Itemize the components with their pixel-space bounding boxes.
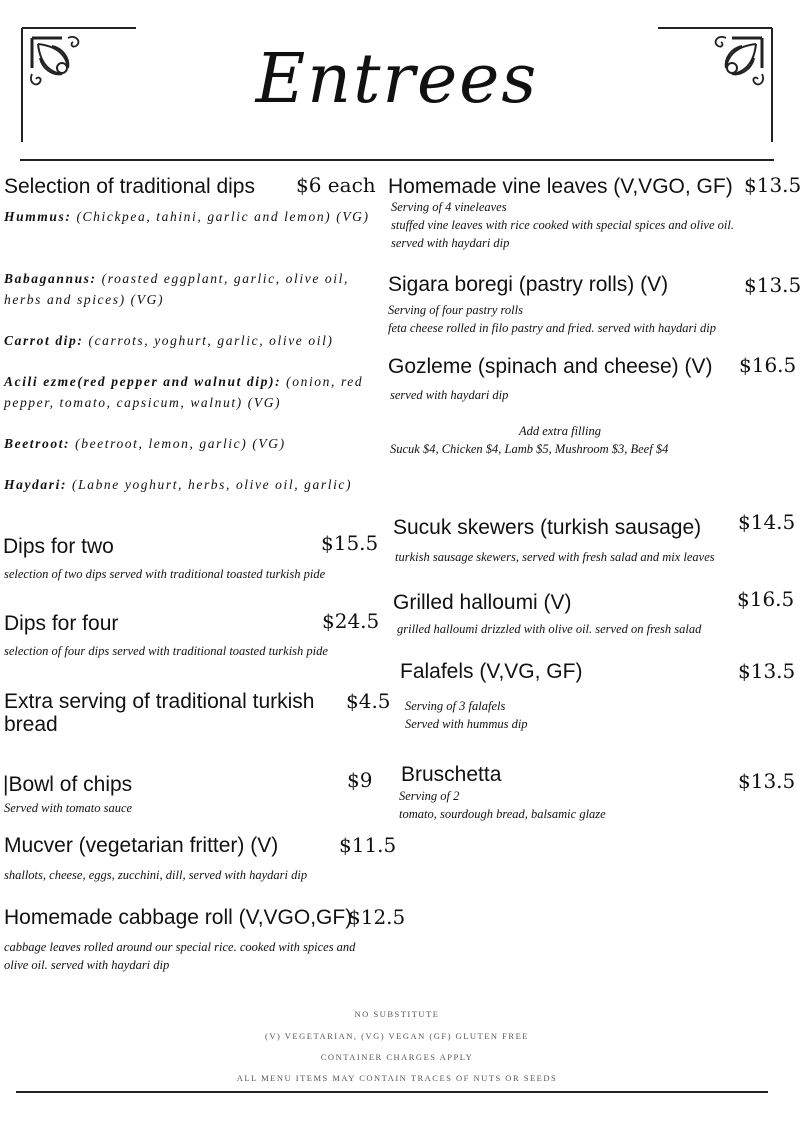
dip-description: (roasted eggplant, garlic, olive oil, herbs and spices) (VG): [4, 271, 349, 307]
gozleme-extra-list: Sucuk $4, Chicken $4, Lamb $5, Mushroom $3, Beef $4: [390, 442, 669, 456]
mucver-price: $11.5: [339, 833, 397, 857]
dip-acili-ezme: [4, 372, 376, 414]
gozleme-name: Gozleme (spinach and cheese) (V): [388, 355, 713, 378]
dips-for-four-price: $24.5: [322, 609, 380, 633]
dip-beetroot: [4, 434, 376, 455]
sucuk-desc: turkish sausage skewers, served with fresh salad and mix leaves: [395, 550, 715, 564]
vine-leaves-desc: stuffed vine leaves with rice cooked with special spices and olive oil. served with haydari dip: [391, 218, 734, 251]
falafels-name: Falafels (V,VG, GF): [400, 660, 583, 683]
dip-label: Haydari:: [4, 477, 68, 492]
dip-hummus: [4, 207, 376, 228]
top-divider: [20, 159, 774, 161]
sigara-desc: feta cheese rolled in filo pastry and fried. served with haydari dip: [388, 321, 716, 335]
dip-description: (onion, red pepper, tomato, capsicum, walnut) (VG): [4, 374, 364, 410]
chips-name: |Bowl of chips: [3, 773, 133, 796]
footer-note-dietary-key: (V) VEGETARIAN, (VG) VEGAN (GF) GLUTEN FREE: [265, 1031, 529, 1041]
sigara-serving: Serving of four pastry rolls: [388, 303, 523, 317]
footer-note-substitute: NO SUBSTITUTE: [354, 1009, 440, 1019]
vine-leaves-price: $13.5: [744, 173, 801, 197]
gozleme-desc: served with haydari dip: [390, 388, 509, 402]
mucver-desc: shallots, cheese, eggs, zucchini, dill, served with haydari dip: [4, 868, 308, 882]
gozleme-extra-title: Add extra filling: [519, 424, 601, 438]
mucver-name: Mucver (vegetarian fritter) (V): [4, 834, 279, 857]
halloumi-price: $16.5: [737, 587, 795, 611]
bruschetta-price: $13.5: [738, 769, 796, 793]
sigara-name: Sigara boregi (pastry rolls) (V): [388, 273, 669, 296]
extra-bread-price: $4.5: [346, 689, 391, 713]
cabbage-roll-desc: cabbage leaves rolled around our special rice. cooked with spices and olive oil. served with haydari dip: [4, 940, 356, 973]
dip-label: Acili ezme(red pepper and walnut dip):: [4, 374, 282, 389]
dips-for-four-desc: selection of four dips served with traditional toasted turkish pide: [4, 644, 328, 658]
halloumi-name: Grilled halloumi (V): [393, 591, 572, 614]
bruschetta-desc: tomato, sourdough bread, balsamic glaze: [399, 807, 606, 821]
dips-selection-price: $6 each: [296, 173, 376, 197]
dip-carrot: [4, 331, 376, 352]
cabbage-roll-name: Homemade cabbage roll (V,VGO,GF): [4, 906, 353, 929]
chips-price: $9: [347, 768, 373, 792]
sucuk-name: Sucuk skewers (turkish sausage): [393, 516, 702, 539]
chips-desc: Served with tomato sauce: [4, 801, 133, 815]
dips-selection-name: Selection of traditional dips: [4, 175, 255, 198]
dip-babagannus: [4, 269, 376, 311]
bruschetta-name: Bruschetta: [401, 763, 502, 786]
page-title: Entrees: [255, 40, 539, 119]
dip-description: (Chickpea, tahini, garlic and lemon) (VG): [76, 209, 370, 224]
dip-label: Babagannus:: [4, 271, 97, 286]
dip-label: Carrot dip:: [4, 333, 84, 348]
bottom-divider: [16, 1091, 768, 1093]
dip-description: (Labne yoghurt, herbs, olive oil, garlic): [72, 477, 353, 492]
dip-description: (carrots, yoghurt, garlic, olive oil): [88, 333, 334, 348]
dip-haydari: [4, 475, 376, 496]
footer-note-allergens: ALL MENU ITEMS MAY CONTAIN TRACES OF NUTS OR SEEDS: [236, 1073, 558, 1083]
dips-for-two-name: Dips for two: [3, 535, 114, 558]
falafels-price: $13.5: [738, 659, 796, 683]
dip-description: (beetroot, lemon, garlic) (VG): [75, 436, 286, 451]
extra-bread-name: Extra serving of traditional turkish bread: [4, 690, 315, 737]
dips-for-two-price: $15.5: [321, 531, 379, 555]
cabbage-roll-price: $12.5: [348, 905, 406, 929]
footer-note-container: CONTAINER CHARGES APPLY: [320, 1052, 474, 1062]
bruschetta-serving: Serving of 2: [399, 789, 460, 803]
sucuk-price: $14.5: [738, 510, 796, 534]
dip-label: Hummus:: [4, 209, 72, 224]
vine-leaves-name: Homemade vine leaves (V,VGO, GF): [388, 175, 733, 198]
dips-for-four-name: Dips for four: [4, 612, 119, 635]
vine-leaves-serving: Serving of 4 vineleaves: [391, 200, 507, 214]
sigara-price: $13.5: [744, 273, 801, 297]
gozleme-price: $16.5: [739, 353, 797, 377]
falafels-serving: Serving of 3 falafels: [405, 699, 506, 713]
dips-for-two-desc: selection of two dips served with traditional toasted turkish pide: [4, 567, 326, 581]
dip-label: Beetroot:: [4, 436, 71, 451]
halloumi-desc: grilled halloumi drizzled with olive oil. served on fresh salad: [397, 622, 702, 636]
falafels-desc: Served with hummus dip: [405, 717, 528, 731]
